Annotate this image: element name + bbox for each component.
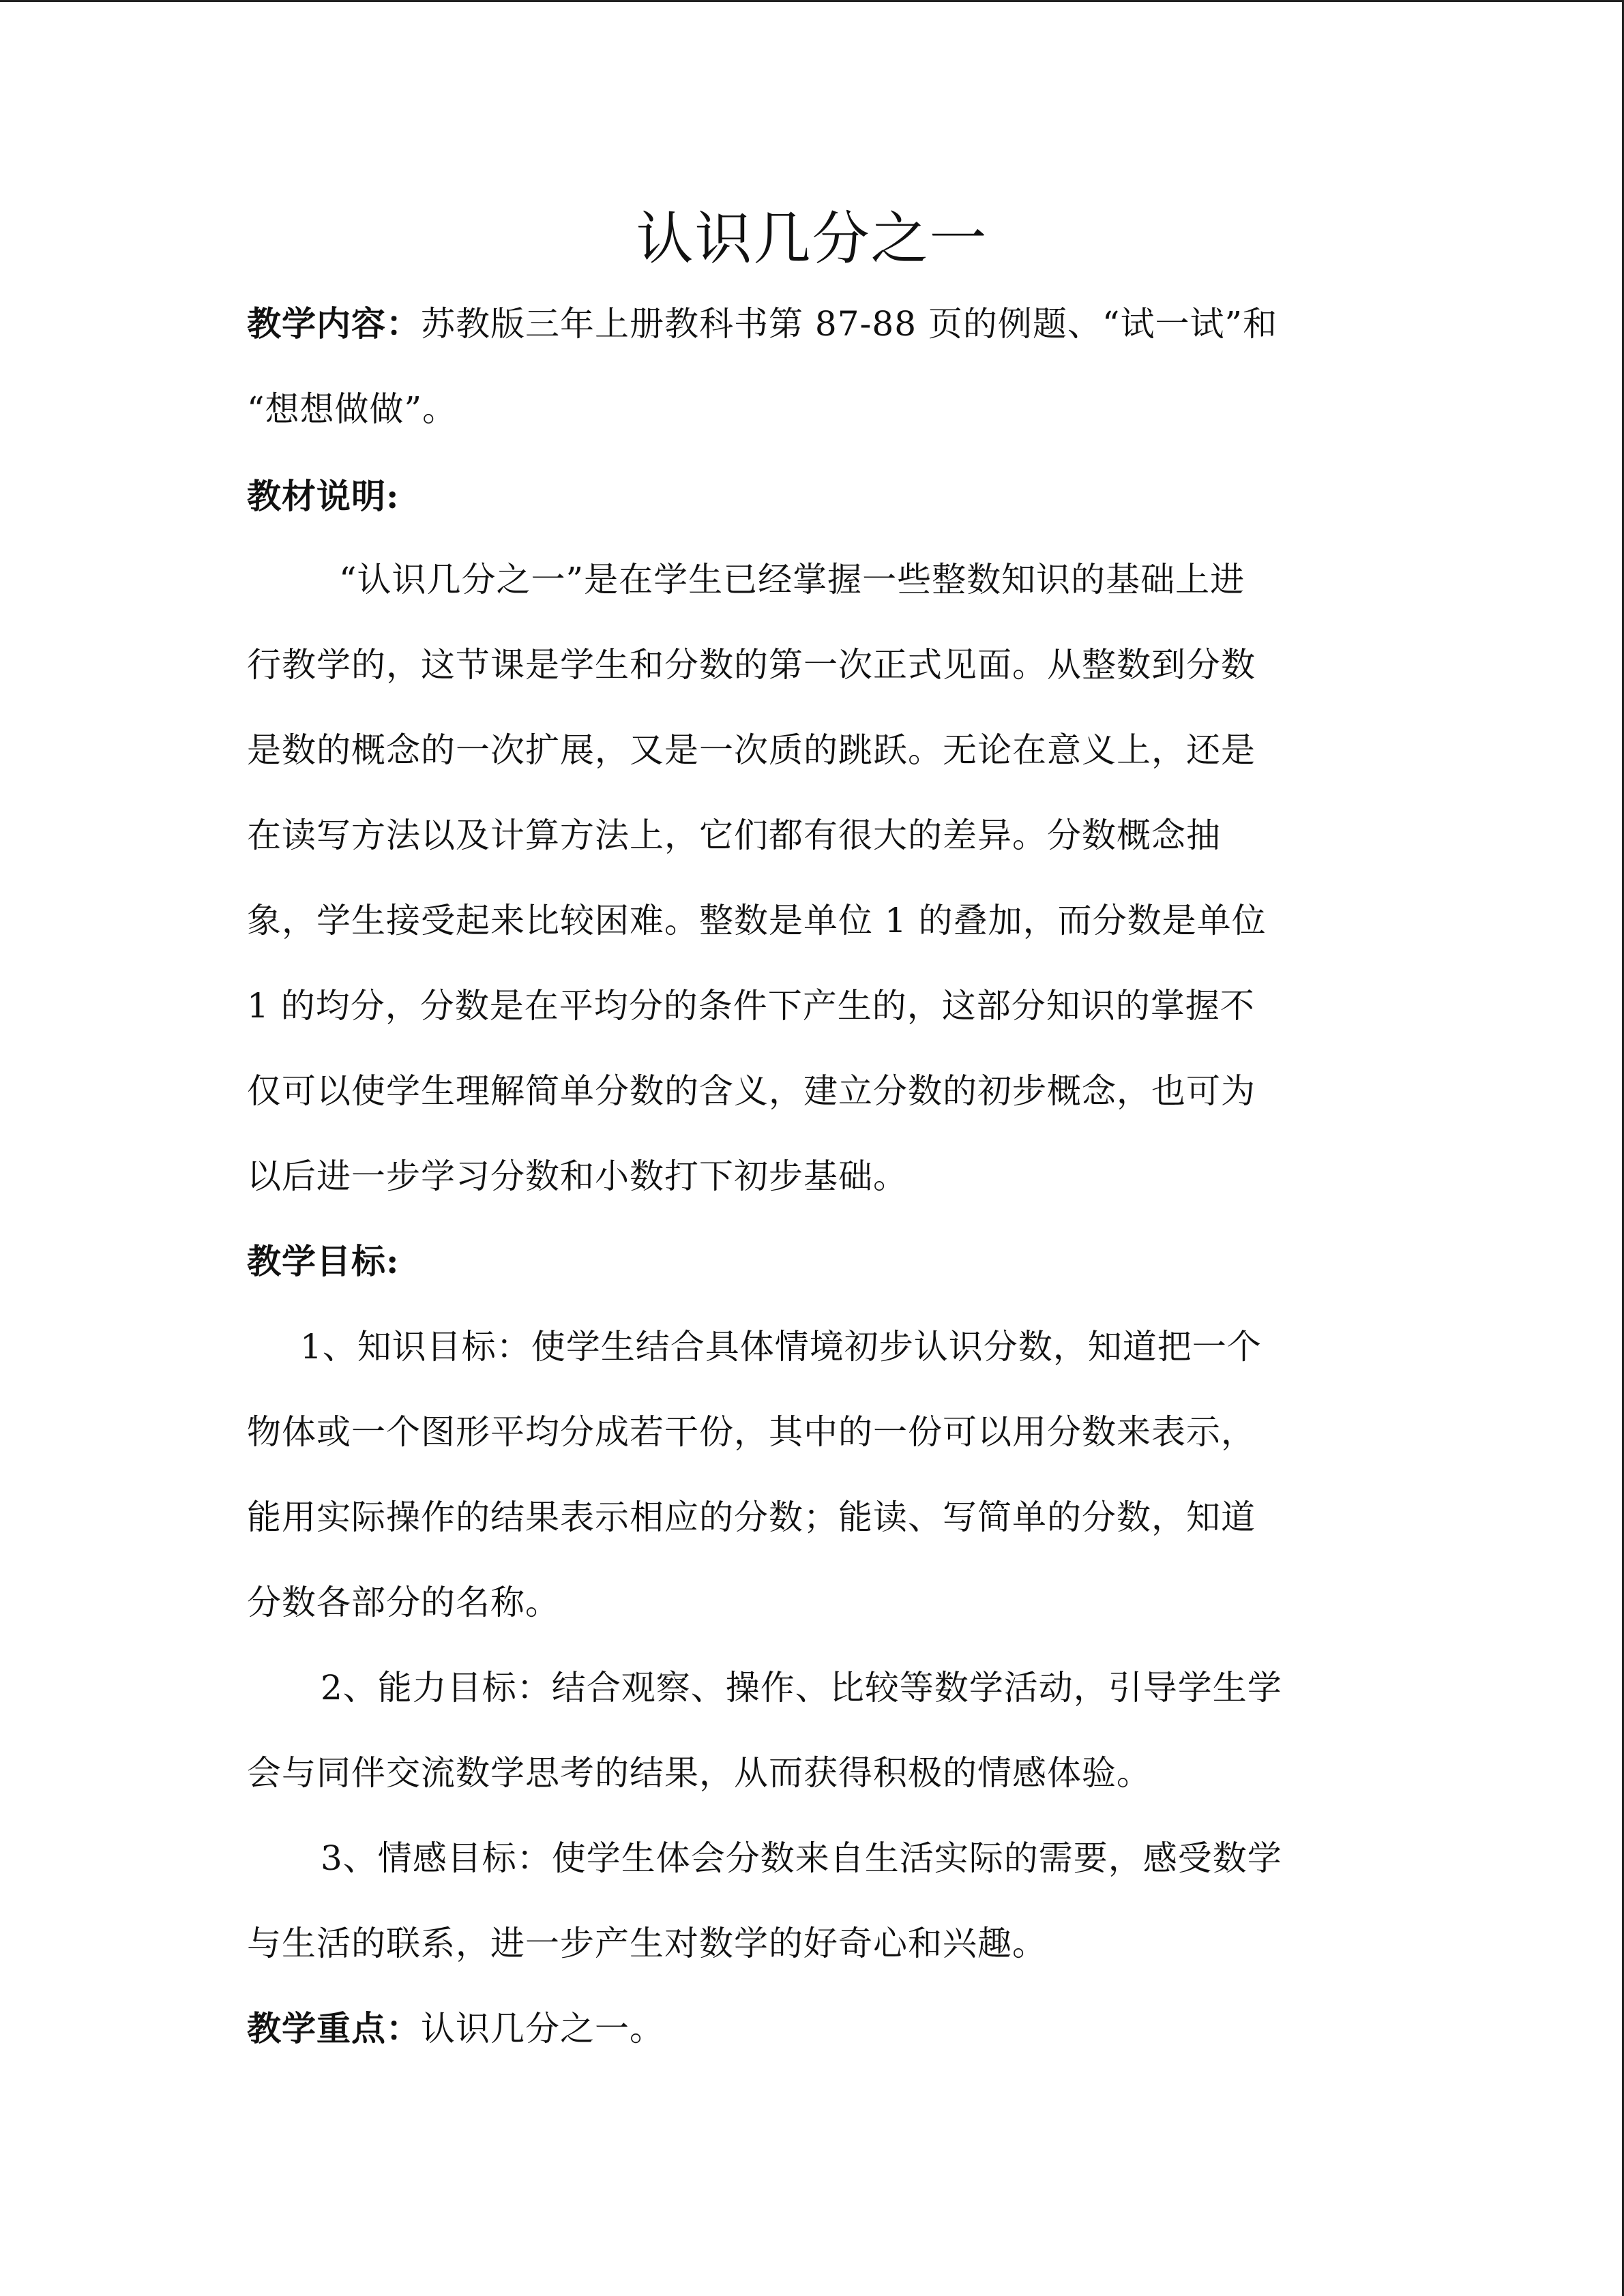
content-label: 教学内容： <box>247 303 421 344</box>
material-line-2: 行教学的，这节课是学生和分数的第一次正式见面。从整数到分数 <box>247 645 1256 685</box>
material-line-7: 仅可以使学生理解简单分数的含义，建立分数的初步概念，也可为 <box>247 1071 1256 1111</box>
material-line-8: 以后进一步学习分数和小数打下初步基础。 <box>247 1157 908 1196</box>
goal1-line-3: 能用实际操作的结果表示相应的分数；能读、写简单的分数，知道 <box>247 1497 1256 1537</box>
focus-text: 认识几分之一。 <box>421 2009 664 2048</box>
content-line-2: “想想做做”。 <box>247 389 458 429</box>
page-border-top <box>0 0 1624 2</box>
goal2-line-2: 会与同伴交流数学思考的结果，从而获得积极的情感体验。 <box>247 1753 1151 1793</box>
content-line-1 <box>247 300 1278 348</box>
material-line-3: 是数的概念的一次扩展，又是一次质的跳跃。无论在意义上，还是 <box>247 730 1256 770</box>
goal2-line-1: 2、能力目标：结合观察、操作、比较等数学活动，引导学生学 <box>321 1668 1282 1708</box>
goal1-line-1: 1、知识目标：使学生结合具体情境初步认识分数，知道把一个 <box>300 1327 1262 1367</box>
goal1-line-2: 物体或一个图形平均分成若干份，其中的一份可以用分数来表示， <box>247 1412 1256 1452</box>
material-label: 教材说明: <box>247 476 400 516</box>
content-text-1: 苏教版三年上册教科书第 87-88 页的例题、“试一试”和 <box>421 304 1278 344</box>
goal3-line-2: 与生活的联系，进一步产生对数学的好奇心和兴趣。 <box>247 1924 1047 1963</box>
material-line-6: 1 的均分，分数是在平均分的条件下产生的，这部分知识的掌握不 <box>247 986 1255 1026</box>
document-title: 认识几分之一 <box>636 205 988 272</box>
goals-label: 教学目标: <box>247 1241 400 1281</box>
goal3-line-1: 3、情感目标：使学生体会分数来自生活实际的需要，感受数学 <box>321 1838 1282 1878</box>
material-line-4: 在读写方法以及计算方法上，它们都有很大的差异。分数概念抽 <box>247 816 1221 855</box>
focus-line <box>247 2005 664 2053</box>
material-line-1: “认识几分之一”是在学生已经掌握一些整数知识的基础上进 <box>339 560 1245 599</box>
focus-label: 教学重点： <box>247 2008 421 2048</box>
material-line-5: 象，学生接受起来比较困难。整数是单位 1 的叠加，而分数是单位 <box>247 901 1267 940</box>
goal1-line-4: 分数各部分的名称。 <box>247 1583 560 1622</box>
